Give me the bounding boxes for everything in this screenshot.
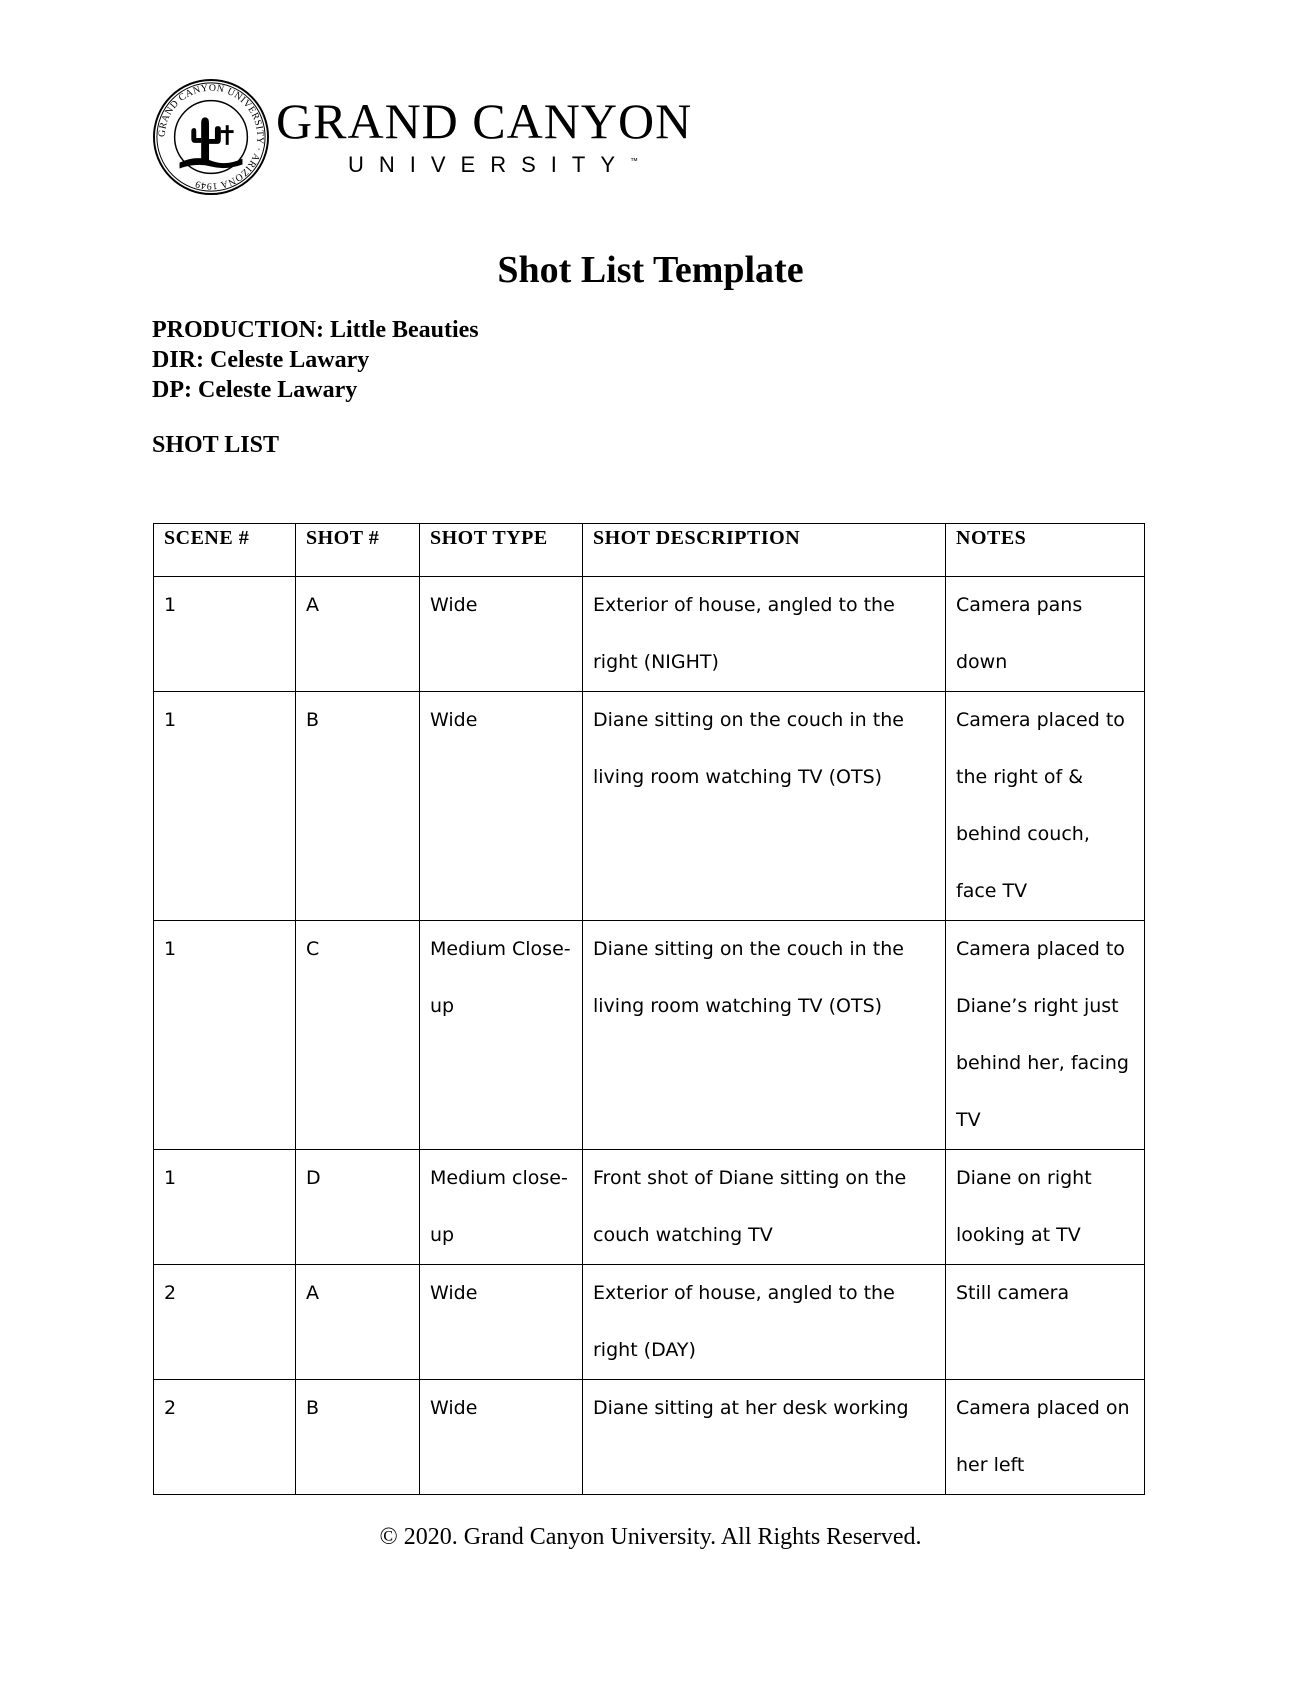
cell-shot: D — [296, 1150, 420, 1265]
header-shot-type: SHOT TYPE — [420, 524, 583, 577]
wordmark-sub-text: UNIVERSITY — [348, 152, 631, 177]
seal-text: GRAND CANYON UNIVERSITY · ARIZONA 1949 — [156, 82, 266, 192]
cell-description: Diane sitting on the couch in the living room watching TV (OTS) — [583, 692, 946, 921]
table-row — [154, 1265, 1145, 1380]
cell-description: Diane sitting at her desk working — [583, 1380, 946, 1495]
cell-notes: Camera placed to the right of & behind couch, face TV — [946, 692, 1145, 921]
cell-shot-type: Medium Close-up — [420, 921, 583, 1150]
university-seal-icon — [152, 78, 270, 196]
header-shot-description: SHOT DESCRIPTION — [583, 524, 946, 577]
table-row — [154, 1380, 1145, 1495]
cell-scene: 1 — [154, 1150, 296, 1265]
cell-description: Diane sitting on the couch in the living room watching TV (OTS) — [583, 921, 946, 1150]
cell-shot: A — [296, 1265, 420, 1380]
table-row — [154, 921, 1145, 1150]
header-shot: SHOT # — [296, 524, 420, 577]
production-info — [152, 315, 479, 405]
production-line: PRODUCTION: Little Beauties — [152, 317, 479, 343]
cell-shot: B — [296, 692, 420, 921]
wordmark-main: GRAND CANYON — [276, 93, 693, 149]
dp-line: DP: Celeste Lawary — [152, 377, 358, 403]
cell-description: Exterior of house, angled to the right (NIGHT) — [583, 577, 946, 692]
shot-list-table — [153, 523, 1145, 1495]
table-row — [154, 577, 1145, 692]
wordmark — [276, 93, 693, 178]
cell-description: Exterior of house, angled to the right (DAY) — [583, 1265, 946, 1380]
cell-notes: Camera placed on her left — [946, 1380, 1145, 1495]
wordmark-sub — [348, 152, 692, 178]
header-notes: NOTES — [946, 524, 1145, 577]
table-row — [154, 692, 1145, 921]
cell-shot-type: Wide — [420, 1380, 583, 1495]
table-row — [154, 1150, 1145, 1265]
cell-shot-type: Wide — [420, 577, 583, 692]
cell-description: Front shot of Diane sitting on the couch watching TV — [583, 1150, 946, 1265]
cell-scene: 2 — [154, 1265, 296, 1380]
cell-shot-type: Wide — [420, 1265, 583, 1380]
cell-scene: 1 — [154, 692, 296, 921]
trademark: ™ — [630, 156, 639, 166]
cell-notes: Still camera — [946, 1265, 1145, 1380]
header-scene: SCENE # — [154, 524, 296, 577]
document-title: Shot List Template — [497, 249, 804, 291]
cell-scene: 1 — [154, 577, 296, 692]
gcu-logo — [152, 78, 692, 196]
cell-notes: Diane on right looking at TV — [946, 1150, 1145, 1265]
cell-shot-type: Medium close-up — [420, 1150, 583, 1265]
cell-notes: Camera placed to Diane’s right just behind her, facing TV — [946, 921, 1145, 1150]
cell-notes: Camera pans down — [946, 577, 1145, 692]
cell-shot: A — [296, 577, 420, 692]
director-line: DIR: Celeste Lawary — [152, 347, 370, 373]
cell-shot-type: Wide — [420, 692, 583, 921]
cell-shot: C — [296, 921, 420, 1150]
cell-scene: 2 — [154, 1380, 296, 1495]
cell-shot: B — [296, 1380, 420, 1495]
shot-list-heading: SHOT LIST — [152, 432, 279, 458]
cell-scene: 1 — [154, 921, 296, 1150]
table-header-row — [154, 524, 1145, 577]
copyright-footer: © 2020. Grand Canyon University. All Rights Reserved. — [379, 1524, 922, 1550]
